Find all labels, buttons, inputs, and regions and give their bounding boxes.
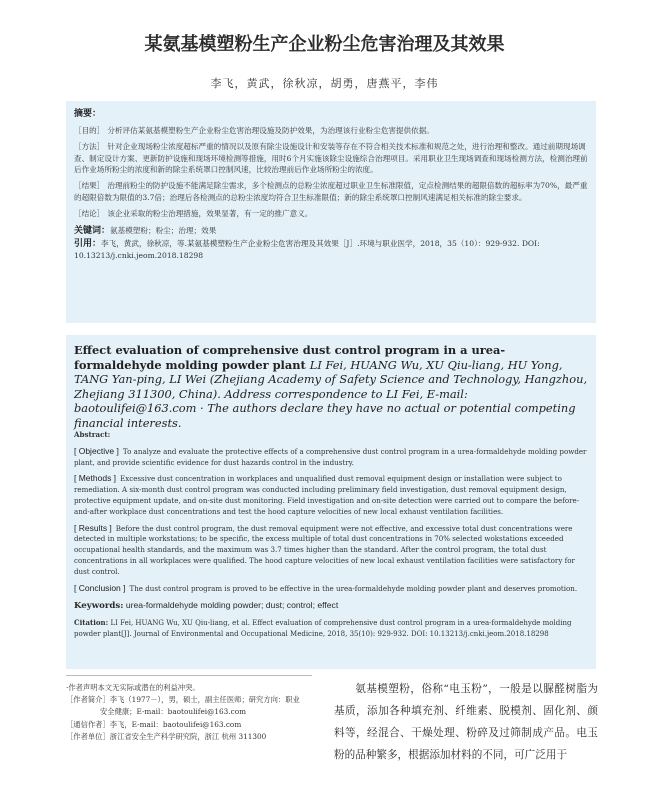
abstract-conclusion: ［结论］ 该企业采取的粉尘治理措施，效果显著，有一定的推广意义。 [74,208,313,218]
english-abstract-box [66,335,596,669]
footnote-bio-cont: 安全健康；E-mail：baotoulifei@163.com [100,707,247,717]
keywords-cn: 关键词：氨基模塑粉；粉尘；治理；效果 [74,225,217,236]
english-methods: [ Methods ] Excessive dust concentration in workplaces and unqualified dust removal equipment design or installation were subject to remediation. A six-month dust control program was conducted including preliminary field investigation, dust removal equipment design, protective equipment update, and on-site dust monitoring. Field investigation and on-site detection were carried out to compare the before-and-after workplace dust concentrations and test the hood capture velocities of new local exhaust ventilation facilities. [74,473,580,516]
abstract-heading: 摘要： [74,109,102,119]
chinese-abstract-box [66,101,596,323]
abstract-methods: ［方法］ 针对企业现场粉尘浓度超标严重的情况以及原有除尘设施设计和安装等存在不符合相关技术标准和规范之处，进行治理和整改。通过前期现场调查、制定设计方案、更新防护设施和现场环境检测等措施，用时6个月实施该除尘设施综合治理项目。采用职业卫生现场调查和现场检测方法，检测治理前后作业场所粉尘的浓度和新的除尘系统罩口控制风速，比较治理前后作业场所粉尘的浓度。 [74,141,588,175]
body-text: 氨基模塑粉，俗称“电玉粉”，一般是以脲醛树脂为基质，添加各种填充剂、纤维素、脱模剂、固化剂、颜料等，经混合、干燥处理、粉碎及过筛制成产品。电玉粉的品种繁多，根据添加材料的不同，可广泛用于 [334,683,598,761]
english-objective: [ Objective ] To analyze and evaluate the protective effects of a comprehensive dust control program in a urea-formaldehyde molding powder plant, and provide scientific evidence for dust hazards control in the industry. [74,445,587,467]
authors: 李飞，黄武，徐秋凉，胡勇，唐燕平，李伟 [210,77,439,90]
footnote-declaration: ·作者声明本文无实际或潜在的利益冲突。 [66,683,200,692]
english-title-block: Effect evaluation of comprehensive dust control program in a urea-formaldehyde molding powder plant LI Fei, HUANG Wu, XU Qiu-liang, HU Yong, TANG Yan-ping, LI Wei (Zhejiang Academy of Safety Science and Technology, Hangzhou, Zhejiang 311300, China). Address correspondence to LI Fei, E-mail: baotoulifei@163.com · The authors declare they have no actual or potential competing financial interests. [74,343,588,430]
abstract-objective: ［目的］ 分析评估某氨基模塑粉生产企业粉尘危害治理设施及防护效果，为治理该行业粉尘危害提供依据。 [74,126,434,135]
citation-en: Citation: LI Fei, HUANG Wu, XU Qiu-liang, et al. Effect evaluation of comprehensive dust control program in a urea-formaldehyde molding powder plant[J]. Journal of Environmental and Occupational Medicine, 2018, 35(10): 929-932. DOI: 10.13213/j.cnki.jeom.2018.18298 [74,618,572,639]
english-results: [ Results ] Before the dust control program, the dust removal equipment were not effective, and excessive total dust concentrations were detected in multiple workstations; to be specific, the excess multiple of total dust concentrations in 70% selected wokstations exceeded occupational health standards, and the maximum was 3.7 times higher than the standard. After the control program, the total dust concentrations in all workplaces were qualified. The hood capture velocities of new local exhaust ventilation facilities were satisfactory for dust control. [74,522,575,576]
citation-cn: 引用：李飞，黄武，徐秋凉，等.某氨基模塑粉生产企业粉尘危害治理及其效果［J］.环境与职业医学，2018，35（10）：929-932. DOI: 10.13213/j.cnki.jeom.2018.18298 [74,238,540,260]
footnote-correspondence: ［通信作者］李飞，E-mail：baotoulifei@163.com [66,719,242,729]
keywords-en: Keywords: urea-formaldehyde molding powder; dust; control; effect [74,600,339,612]
footnote-affiliation: ［作者单位］浙江省安全生产科学研究院，浙江 杭州 311300 [66,731,267,741]
footnotes [66,675,312,743]
english-conclusion: [ Conclusion ] The dust control program is proved to be effective in the urea-formaldehyde molding powder plant and deserves promotion. [74,582,578,593]
paper-title: 某氨基模塑粉生产企业粉尘危害治理及其效果 [144,34,505,55]
footnote-bio: ［作者简介］李飞（1977－），男，硕士，副主任医师；研究方向：职业 [66,695,300,705]
abstract-results: ［结果］ 治理前粉尘的防护设施不能满足除尘需求，多个检测点的总粉尘浓度超过职业卫生标准限值，定点检测结果的超限倍数的超标率为70%，最严重的超限倍数为限值的3.7倍；治理后各检测点的总粉尘浓度均符合卫生标准限值；新的除尘系统罩口控制风速满足相关标准的除尘要求。 [74,181,588,202]
english-abstract-label: Abstract: [74,430,111,439]
